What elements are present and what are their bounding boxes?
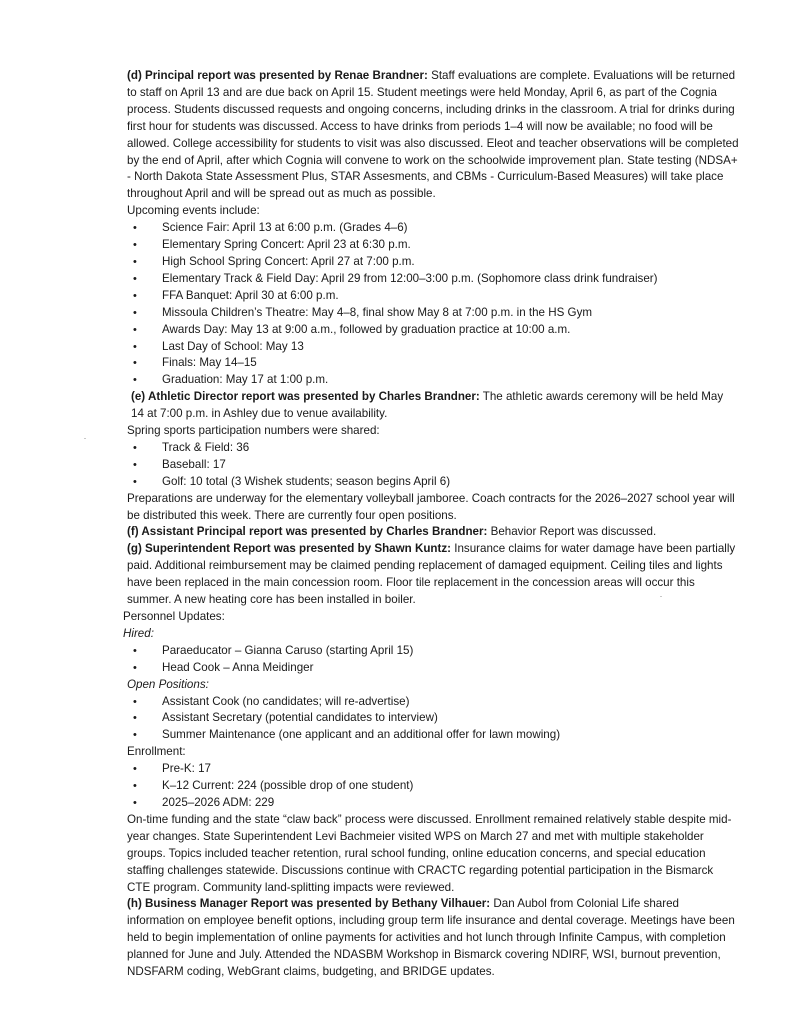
list-item: • High School Spring Concert: April 27 at 7:00 p.m. xyxy=(131,254,739,271)
hired-list xyxy=(127,643,739,677)
assistant-principal-heading: (f) Assistant Principal report was presented by Charles Brandner: xyxy=(127,525,488,539)
list-item: • Missoula Children’s Theatre: May 4–8, final show May 8 at 7:00 p.m. in the HS Gym xyxy=(131,305,739,322)
open-positions-label: Open Positions: xyxy=(127,677,209,691)
list-item: • Golf: 10 total (3 Wishek students; season begins April 6) xyxy=(131,474,739,491)
athletic-closing: Preparations are underway for the elementary volleyball jamboree. Coach contracts for the 2026–2027 school year will be distributed this week. There are currently four open positions. xyxy=(127,491,735,522)
list-item: • Head Cook – Anna Meidinger xyxy=(131,660,739,677)
list-item: • Graduation: May 17 at 1:00 p.m. xyxy=(131,372,739,389)
principal-heading: (d) Principal report was presented by Renae Brandner: xyxy=(127,69,428,82)
list-item: • Pre-K: 17 xyxy=(131,761,739,778)
list-item: • FFA Banquet: April 30 at 6:00 p.m. xyxy=(131,288,739,305)
list-item: • Elementary Spring Concert: April 23 at 6:30 p.m. xyxy=(131,237,739,254)
athletic-body: The athletic awards ceremony will be held May 14 at 7:00 p.m. in Ashley due to venue availability. xyxy=(131,390,724,421)
sports-list xyxy=(127,440,739,491)
list-item: • 2025–2026 ADM: 229 xyxy=(131,795,739,812)
minutes-content xyxy=(123,68,739,981)
assistant-principal-report xyxy=(127,524,739,541)
assistant-principal-paragraph xyxy=(127,524,739,541)
personnel-label: Personnel Updates: xyxy=(123,610,225,623)
scan-speck xyxy=(84,438,86,439)
business-heading: (h) Business Manager Report was presented by Bethany Vilhauer: xyxy=(127,897,491,911)
superintendent-closing: On-time funding and the state “claw back” process were discussed. Enrollment remained relatively stable despite mid-year changes. State Superintendent Levi Bachmeier visited WPS on March 27 and met with multiple stakeholder groups. Topics included teacher retention, rural school funding, online education concerns, and special education staffing challenges statewide. Discussions continue with CRACTC regarding potential participation in the Bismarck CTE program. Community land-splitting impacts were reviewed. xyxy=(127,812,732,894)
superintendent-heading: (g) Superintendent Report was presented by Shawn Kuntz: xyxy=(127,542,452,556)
principal-paragraph xyxy=(127,68,739,203)
list-item: • Paraeducator – Gianna Caruso (starting April 15) xyxy=(131,643,739,660)
superintendent-paragraph xyxy=(127,541,739,609)
assistant-principal-body: Behavior Report was discussed. xyxy=(487,525,657,539)
list-item: • Baseball: 17 xyxy=(131,457,739,474)
list-item: • Assistant Secretary (potential candidates to interview) xyxy=(131,710,739,727)
athletic-heading: (e) Athletic Director report was presented by Charles Brandner: xyxy=(131,390,480,404)
list-item: • Assistant Cook (no candidates; will re-advertise) xyxy=(131,694,739,711)
events-intro: Upcoming events include: xyxy=(127,204,260,218)
business-paragraph xyxy=(127,896,739,981)
list-item: • K–12 Current: 224 (possible drop of one student) xyxy=(131,778,739,795)
athletic-report xyxy=(127,389,739,524)
list-item: • Summer Maintenance (one applicant and an additional offer for lawn mowing) xyxy=(131,727,739,744)
superintendent-body: Insurance claims for water damage have been partially paid. Additional reimbursement may be claimed pending replacement of damaged equipment. Ceiling tiles and lights have been replaced in the main concession room. Floor tile replacement in the concession areas will occur this summer. A new heating core has been installed in boiler. xyxy=(127,542,736,607)
list-item: • Science Fair: April 13 at 6:00 p.m. (Grades 4–6) xyxy=(131,220,739,237)
list-item: • Last Day of School: May 13 xyxy=(131,339,739,356)
business-manager-report xyxy=(127,896,739,981)
principal-report xyxy=(127,68,739,389)
principal-body: Staff evaluations are complete. Evaluations will be returned to staff on April 13 and are due back on April 15. Student meetings were held Monday, April 6, as part of the Cognia process. Students discussed requests and ongoing concerns, including drinks in the classroom. A trial for drinks during first hour for students was discussed. Access to have drinks from periods 1–4 will now be available; no food will be allowed. College accessibility for students to visit was also discussed. Eleot and teacher observations will be completed by the end of April, after which Cognia will convene to work on the schoolwide improvement plan. State testing (NDSA+ - North Dakota State Assessment Plus, STAR Assesments, and CBMs - Curriculum-Based Measures) will take place throughout April and will be spread out as much as possible. xyxy=(127,69,739,201)
hired-label: Hired: xyxy=(123,626,154,640)
list-item: • Finals: May 14–15 xyxy=(131,355,739,372)
enrollment-list xyxy=(127,761,739,812)
superintendent-report xyxy=(123,541,739,896)
athletic-paragraph xyxy=(127,389,739,423)
list-item: • Awards Day: May 13 at 9:00 a.m., followed by graduation practice at 10:00 a.m. xyxy=(131,322,739,339)
business-body: Dan Aubol from Colonial Life shared information on employee benefit options, including group term life insurance and dental coverage. Meetings have been held to begin implementation of online payments for activities and hot lunch through Infinite Campus, with completion planned for June and July. Attended the NDASBM Workshop in Bismarck covering NDIRF, WSI, burnout prevention, NDSFARM coding, WebGrant claims, budgeting, and BRIDGE updates. xyxy=(127,897,735,979)
list-item: • Elementary Track & Field Day: April 29 from 12:00–3:00 p.m. (Sophomore class drink fundraiser) xyxy=(131,271,739,288)
enrollment-label: Enrollment: xyxy=(127,745,186,759)
sports-intro: Spring sports participation numbers were shared: xyxy=(127,424,380,438)
open-positions-list xyxy=(127,694,739,745)
events-list xyxy=(127,220,739,389)
list-item: • Track & Field: 36 xyxy=(131,440,739,457)
